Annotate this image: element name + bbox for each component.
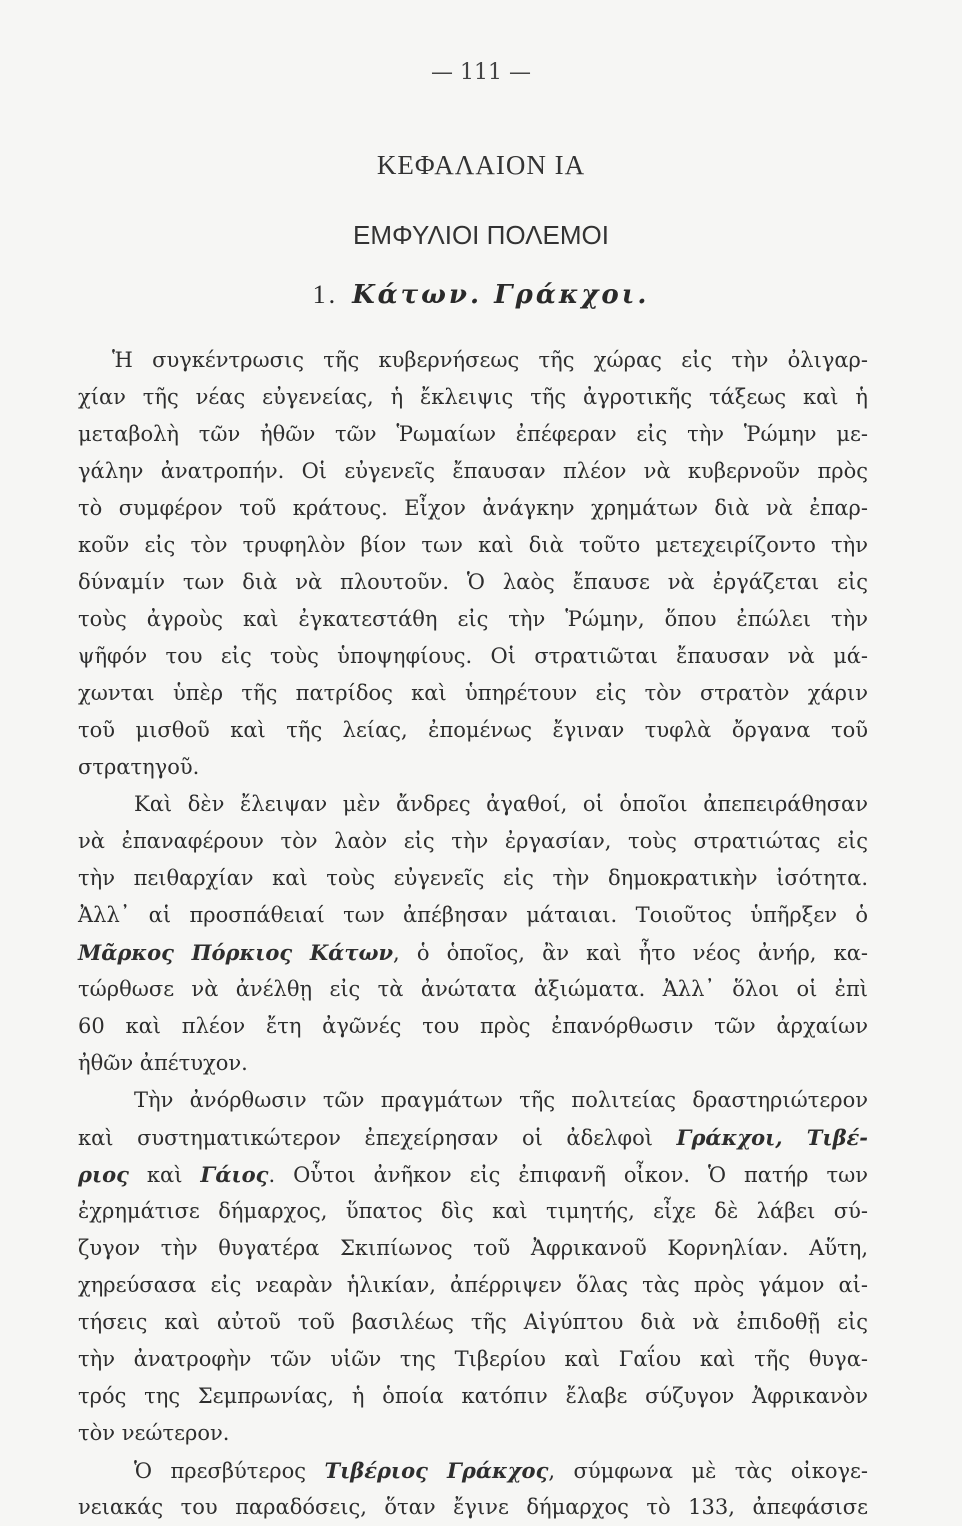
emphasized-name: ριος [78,1162,129,1187]
text-line: Μᾶρκος Πόρκιος Κάτων, ὁ ὁποῖος, ἂν καὶ ἦτο νέος ἀνήρ, κα- [78,940,868,965]
text-line: ἐχρημάτισε δήμαρχος, ὕπατος δὶς καὶ τιμητής, εἶχε δὲ λάβει σύ- [78,1199,868,1223]
emphasized-name: Τιβέριος Γράκχος [324,1458,549,1483]
text-line: χηρεύσασα εἰς νεαρὰν ἡλικίαν, ἀπέρριψεν ὅλας τὰς πρὸς γάμον αἰ- [78,1273,868,1297]
section-number: 1. [312,280,339,309]
emphasized-name: Γάιος [200,1162,269,1187]
text-line: τὸ συμφέρον τοῦ κράτους. Εἶχον ἀνάγκην χρημάτων διὰ νὰ ἐπαρ- [78,496,868,520]
text-line: ριος καὶ Γάιος. Οὗτοι ἀνῆκον εἰς ἐπιφανῆ οἶκον. Ὁ πατήρ των [78,1162,868,1187]
text-line: γάλην ἀνατροπήν. Οἱ εὐγενεῖς ἔπαυσαν πλέον νὰ κυβερνοῦν πρὸς [78,459,868,483]
emphasized-name: Γράκχοι, Τιβέ- [676,1125,869,1150]
text-line: νειακάς του παραδόσεις, ὅταν ἔγινε δήμαρχος τὸ 133, ἀπεφάσισε [78,1495,868,1519]
text-line: τοῦ μισθοῦ καὶ τῆς λείας, ἐπομένως ἔγιναν τυφλὰ ὄργανα τοῦ [78,718,868,742]
emphasized-name: Μᾶρκος Πόρκιος Κάτων [78,940,394,965]
text-line: Ἀλλ᾽ αἱ προσπάθειαί των ἀπέβησαν μάταιαι. Τοιοῦτος ὑπῆρξεν ὁ [78,903,868,927]
chapter-heading: ΚΕΦΑΛΑΙΟΝ ΙΑ [376,150,586,180]
text-line: χωνται ὑπὲρ τῆς πατρίδος καὶ ὑπηρέτουν εἰς τὸν στρατὸν χάριν [78,681,868,705]
text-line: χίαν τῆς νέας εὐγενείας, ἡ ἔκλειψις τῆς ἀγροτικῆς τάξεως καὶ ἡ [78,385,868,409]
text-line: ζυγον τὴν θυγατέρα Σκιπίωνος τοῦ Ἀφρικανοῦ Κορνηλίαν. Αὕτη, [78,1236,868,1260]
section-title: Κάτων. Γράκχοι. [352,280,650,310]
page-number: — 111 — [431,60,531,85]
text-line: δύναμίν των διὰ νὰ πλουτοῦν. Ὁ λαὸς ἔπαυσε νὰ ἐργάζεται εἰς [78,570,868,594]
section-heading [0,280,962,310]
text-line: νὰ ἐπαναφέρουν τὸν λαὸν εἰς τὴν ἐργασίαν, τοὺς στρατιώτας εἰς [78,829,868,853]
chapter-title: ΕΜΦΥΛΙΟΙ ΠΟΛΕΜΟΙ [353,220,609,250]
text-line: μεταβολὴ τῶν ἠθῶν τῶν Ῥωμαίων ἐπέφεραν εἰς τὴν Ῥώμην με- [78,422,868,446]
text-line: Ὁ πρεσβύτερος Τιβέριος Γράκχος, σύμφωνα μὲ τὰς οἰκογε- [134,1458,868,1483]
text-line: τὸν νεώτερον. [78,1421,230,1445]
body-text [78,342,868,1526]
text-line: Τὴν ἀνόρθωσιν τῶν πραγμάτων τῆς πολιτείας δραστηριώτερον [134,1088,868,1112]
text-line: κοῦν εἰς τὸν τρυφηλὸν βίον των καὶ διὰ τοῦτο μετεχειρίζοντο τὴν [78,533,868,557]
text-line: τὴν πειθαρχίαν καὶ τοὺς εὐγενεῖς εἰς τὴν δημοκρατικὴν ἰσότητα. [78,866,868,890]
text-line: ἠθῶν ἀπέτυχον. [78,1051,248,1075]
text-line: Ἡ συγκέντρωσις τῆς κυβερνήσεως τῆς χώρας εἰς τὴν ὀλιγαρ- [112,348,868,372]
text-line: τήσεις καὶ αὐτοῦ τοῦ βασιλέως τῆς Αἰγύπτου διὰ νὰ ἐπιδοθῇ εἰς [78,1310,868,1334]
text-line: 60 καὶ πλέον ἔτη ἀγῶνές του πρὸς ἐπανόρθωσιν τῶν ἀρχαίων [78,1014,868,1038]
text-line: Καὶ δὲν ἔλειψαν μὲν ἄνδρες ἀγαθοί, οἱ ὁποῖοι ἀπεπειράθησαν [134,792,868,816]
text-line: τὴν ἀνατροφὴν τῶν υἱῶν της Τιβερίου καὶ Γαΐου καὶ τῆς θυγα- [78,1347,868,1371]
text-line: τρός της Σεμπρωνίας, ἡ ὁποία κατόπιν ἔλαβε σύζυγον Ἀφρικανὸν [78,1384,868,1408]
text-line: τοὺς ἀγροὺς καὶ ἐγκατεστάθη εἰς τὴν Ῥώμην, ὅπου ἐπώλει τὴν [78,607,868,631]
text-line: ψῆφόν του εἰς τοὺς ὑποψηφίους. Οἱ στρατιῶται ἔπαυσαν νὰ μά- [78,644,868,668]
text-line: καὶ συστηματικώτερον ἐπεχείρησαν οἱ ἀδελφοὶ Γράκχοι, Τιβέ- [78,1125,869,1150]
text-line: τώρθωσε νὰ ἀνέλθῃ εἰς τὰ ἀνώτατα ἀξιώματα. Ἀλλ᾽ ὅλοι οἱ ἐπὶ [78,977,868,1001]
text-line: στρατηγοῦ. [78,755,200,779]
